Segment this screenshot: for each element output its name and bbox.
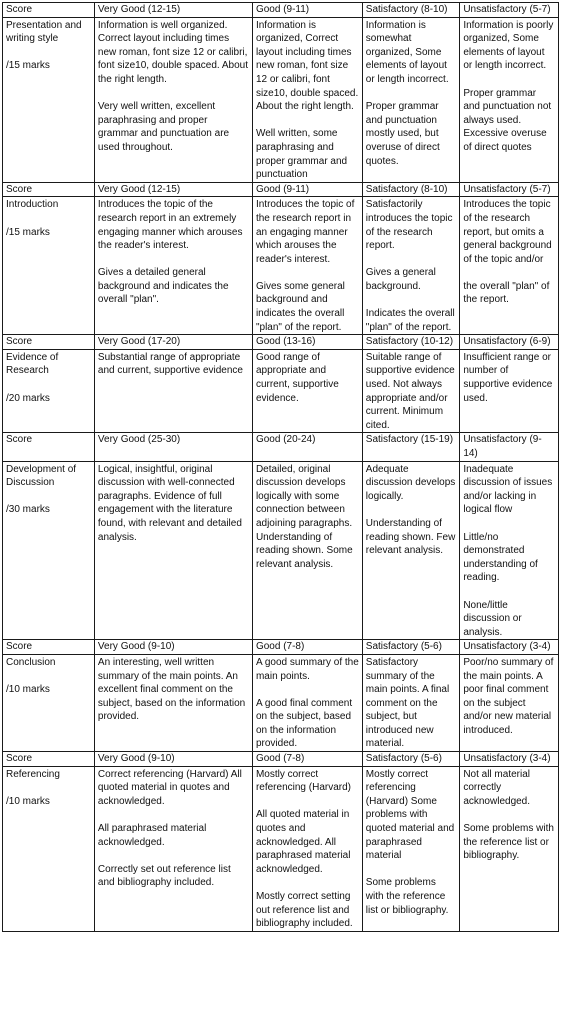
- grade-heading-satisfactory: Satisfactory (10-12): [362, 335, 460, 350]
- paragraph-gap: [463, 808, 555, 822]
- descriptor-paragraph: Good range of appropriate and current, supportive evidence.: [255, 351, 339, 404]
- score-header-row: [3, 752, 559, 767]
- grade-heading-very-good: Very Good (9-10): [94, 640, 252, 655]
- descriptor-paragraph: Insufficient range or number of supportive evidence used.: [463, 351, 553, 404]
- paragraph-gap: [256, 114, 359, 128]
- descriptor-paragraph: None/little discussion or analysis.: [463, 599, 522, 638]
- grade-heading-good: Good (9-11): [252, 3, 362, 18]
- criterion-spacer: [6, 46, 91, 60]
- descriptor-cell-good: [252, 197, 362, 335]
- descriptor-paragraph: Proper grammar and punctuation not always used. Excessive overuse of direct quotes: [463, 87, 552, 153]
- descriptor-paragraph: the overall "plan" of the report.: [463, 280, 550, 306]
- grade-heading-very-good: Very Good (9-10): [94, 752, 252, 767]
- paragraph-gap: [366, 87, 457, 101]
- descriptor-paragraph: Gives a general background.: [365, 267, 436, 292]
- descriptor-cell-good: [252, 17, 362, 182]
- descriptor-paragraph: All paraphrased material acknowledged.: [97, 823, 207, 848]
- score-label-cell: Score: [3, 182, 95, 197]
- paragraph-gap: [366, 253, 457, 267]
- score-label-cell: Score: [3, 640, 95, 655]
- criterion-spacer: [6, 378, 91, 392]
- paragraph-gap: [463, 517, 555, 531]
- criterion-name: Conclusion: [6, 656, 56, 668]
- descriptor-paragraph: Logical, insightful, original discussion with well-connected paragraphs. Evidence of full engagement with the literature found, with relevant and detailed analysis.: [97, 463, 242, 543]
- criterion-name: Introduction: [6, 199, 59, 211]
- criterion-marks: /30 marks: [6, 504, 50, 516]
- grade-heading-satisfactory: Satisfactory (5-6): [362, 640, 460, 655]
- descriptor-cell-unsatisfactory: [460, 197, 559, 335]
- criterion-spacer: [6, 781, 91, 795]
- descriptor-paragraph: Indicates the overall "plan" of the report.: [365, 308, 455, 333]
- descriptor-paragraph: Mostly correct setting out reference list and bibliography included.: [255, 891, 353, 930]
- grade-heading-unsatisfactory: Unsatisfactory (5-7): [460, 3, 559, 18]
- descriptor-cell-very-good: [94, 17, 252, 182]
- descriptor-cell-good: [252, 461, 362, 640]
- descriptor-cell-very-good: [94, 654, 252, 751]
- descriptor-paragraph: A good summary of the main points.: [255, 656, 359, 682]
- criterion-spacer: [6, 670, 91, 684]
- descriptor-cell-unsatisfactory: [460, 17, 559, 182]
- descriptor-cell-satisfactory: [362, 349, 460, 433]
- descriptor-paragraph: Information is poorly organized, Some elements of layout or length incorrect.: [463, 19, 554, 72]
- paragraph-gap: [366, 503, 457, 517]
- criterion-spacer: [6, 212, 91, 226]
- descriptor-paragraph: Very well written, excellent paraphrasing and proper grammar and punctuation are used throughout.: [97, 101, 230, 153]
- rubric-body: [3, 3, 559, 932]
- paragraph-gap: [463, 585, 555, 599]
- score-label-cell: Score: [3, 752, 95, 767]
- descriptor-paragraph: Correct referencing (Harvard) All quoted material in quotes and acknowledged.: [97, 768, 242, 807]
- descriptor-paragraph: A good final comment on the subject, based on the information provided.: [255, 697, 353, 750]
- grade-heading-good: Good (13-16): [252, 335, 362, 350]
- descriptor-paragraph: All quoted material in quotes and acknowledged. All paraphrased material acknowledged.: [255, 809, 351, 875]
- criterion-cell: [3, 461, 95, 640]
- grade-heading-good: Good (9-11): [252, 182, 362, 197]
- grade-heading-unsatisfactory: Unsatisfactory (9-14): [460, 433, 559, 461]
- descriptor-paragraph: Introduces the topic of the research report, but omits a general background of the topic and/or: [463, 199, 552, 265]
- criterion-name: Referencing: [6, 768, 60, 780]
- grade-heading-satisfactory: Satisfactory (5-6): [362, 752, 460, 767]
- descriptor-paragraph: Proper grammar and punctuation mostly used, but overuse of direct quotes.: [365, 101, 440, 167]
- score-label-cell: Score: [3, 3, 95, 18]
- paragraph-gap: [98, 87, 249, 101]
- criterion-row: [3, 461, 559, 640]
- descriptor-cell-satisfactory: [362, 654, 460, 751]
- descriptor-paragraph: Suitable range of supportive evidence used. Not always appropriate and/or current. Minimum cited.: [365, 351, 455, 431]
- criterion-row: [3, 654, 559, 751]
- grade-heading-good: Good (7-8): [252, 752, 362, 767]
- criterion-cell: [3, 766, 95, 931]
- descriptor-cell-unsatisfactory: [460, 766, 559, 931]
- grade-heading-satisfactory: Satisfactory (8-10): [362, 182, 460, 197]
- grade-heading-satisfactory: Satisfactory (8-10): [362, 3, 460, 18]
- descriptor-paragraph: Information is well organized. Correct layout including times new roman, font size 12 or calibri, font size10, double spaced. About the right length.: [97, 19, 249, 85]
- criterion-cell: [3, 654, 95, 751]
- descriptor-cell-very-good: [94, 461, 252, 640]
- score-header-row: [3, 3, 559, 18]
- criterion-row: [3, 17, 559, 182]
- criterion-name: Development of Discussion: [6, 463, 77, 489]
- descriptor-cell-satisfactory: [362, 197, 460, 335]
- score-label-cell: Score: [3, 335, 95, 350]
- grade-heading-good: Good (7-8): [252, 640, 362, 655]
- descriptor-cell-good: [252, 654, 362, 751]
- descriptor-paragraph: Satisfactory summary of the main points. A final comment on the subject, but introduced new material.: [365, 656, 450, 750]
- grade-heading-very-good: Very Good (12-15): [94, 3, 252, 18]
- descriptor-cell-very-good: [94, 766, 252, 931]
- grade-heading-satisfactory: Satisfactory (15-19): [362, 433, 460, 461]
- descriptor-paragraph: Gives a detailed general background and indicates the overall "plan".: [97, 267, 229, 306]
- descriptor-cell-satisfactory: [362, 461, 460, 640]
- descriptor-paragraph: An interesting, well written summary of the main points. An excellent final comment on the subject, based on the information provided.: [97, 656, 246, 723]
- descriptor-paragraph: Mostly correct referencing (Harvard): [255, 768, 351, 794]
- criterion-cell: [3, 349, 95, 433]
- criterion-marks: /10 marks: [6, 795, 50, 807]
- descriptor-paragraph: Substantial range of appropriate and current, supportive evidence: [97, 351, 243, 377]
- descriptor-cell-unsatisfactory: [460, 461, 559, 640]
- criterion-spacer: [6, 490, 91, 504]
- criterion-marks: /15 marks: [6, 60, 50, 72]
- score-header-row: [3, 335, 559, 350]
- score-header-row: [3, 182, 559, 197]
- descriptor-paragraph: Adequate discussion develops logically.: [365, 463, 456, 502]
- descriptor-paragraph: Correctly set out reference list and bibliography included.: [97, 863, 231, 889]
- descriptor-cell-good: [252, 766, 362, 931]
- descriptor-paragraph: Gives some general background and indicates the overall "plan" of the report.: [255, 280, 345, 333]
- descriptor-paragraph: Mostly correct referencing (Harvard) Some problems with quoted material and paraphrased material: [365, 768, 455, 862]
- grade-heading-good: Good (20-24): [252, 433, 362, 461]
- descriptor-paragraph: Information is organized, Correct layout including times new roman, font size 12 or calibri, font size10, double spaced. About the right length.: [255, 19, 359, 113]
- paragraph-gap: [256, 795, 359, 809]
- paragraph-gap: [463, 266, 555, 280]
- descriptor-cell-satisfactory: [362, 17, 460, 182]
- criterion-cell: [3, 197, 95, 335]
- criterion-marks: /10 marks: [6, 684, 50, 696]
- descriptor-paragraph: Detailed, original discussion develops logically with some connection between adjoining paragraphs. Understanding of reading shown. Some relevant analysis.: [255, 463, 353, 570]
- score-header-row: [3, 433, 559, 461]
- descriptor-paragraph: Information is somewhat organized, Some elements of layout or length incorrect.: [365, 19, 449, 85]
- grade-heading-very-good: Very Good (25-30): [94, 433, 252, 461]
- marking-rubric-table: [2, 2, 559, 932]
- criterion-row: [3, 197, 559, 335]
- paragraph-gap: [98, 808, 249, 822]
- paragraph-gap: [98, 849, 249, 863]
- paragraph-gap: [366, 293, 457, 307]
- paragraph-gap: [256, 683, 359, 697]
- grade-heading-very-good: Very Good (17-20): [94, 335, 252, 350]
- score-header-row: [3, 640, 559, 655]
- grade-heading-unsatisfactory: Unsatisfactory (6-9): [460, 335, 559, 350]
- descriptor-paragraph: Some problems with the reference list or bibliography.: [463, 823, 554, 862]
- grade-heading-very-good: Very Good (12-15): [94, 182, 252, 197]
- descriptor-cell-unsatisfactory: [460, 654, 559, 751]
- descriptor-paragraph: Some problems with the reference list or bibliography.: [365, 877, 449, 916]
- descriptor-paragraph: Understanding of reading shown. Few relevant analysis.: [365, 517, 456, 557]
- criterion-name: Presentation and writing style: [6, 19, 82, 45]
- descriptor-paragraph: Introduces the topic of the research report in an engaging manner which arouses the reader's interest.: [255, 199, 355, 265]
- descriptor-paragraph: Little/no demonstrated understanding of reading.: [463, 531, 538, 584]
- criterion-row: [3, 766, 559, 931]
- descriptor-paragraph: Not all material correctly acknowledged.: [463, 768, 531, 807]
- paragraph-gap: [98, 253, 249, 267]
- descriptor-cell-satisfactory: [362, 766, 460, 931]
- criterion-name: Evidence of Research: [6, 351, 59, 377]
- descriptor-paragraph: Well written, some paraphrasing and proper grammar and punctuation: [255, 128, 348, 181]
- criterion-cell: [3, 17, 95, 182]
- score-label-cell: Score: [3, 433, 95, 461]
- descriptor-cell-unsatisfactory: [460, 349, 559, 433]
- paragraph-gap: [463, 73, 555, 87]
- descriptor-cell-very-good: [94, 197, 252, 335]
- criterion-marks: /20 marks: [6, 392, 50, 404]
- descriptor-paragraph: Introduces the topic of the research report in an extremely engaging manner which arouses the reader's interest.: [97, 199, 243, 252]
- grade-heading-unsatisfactory: Unsatisfactory (5-7): [460, 182, 559, 197]
- descriptor-paragraph: Poor/no summary of the main points. A poor final comment on the subject and/or new material introduced.: [463, 656, 554, 736]
- descriptor-paragraph: Inadequate discussion of issues and/or lacking in logical flow: [463, 463, 553, 516]
- grade-heading-unsatisfactory: Unsatisfactory (3-4): [460, 752, 559, 767]
- descriptor-paragraph: Satisfactorily introduces the topic of the research report.: [365, 199, 453, 252]
- paragraph-gap: [256, 266, 359, 280]
- criterion-marks: /15 marks: [6, 226, 50, 238]
- paragraph-gap: [256, 876, 359, 890]
- descriptor-cell-good: [252, 349, 362, 433]
- paragraph-gap: [366, 863, 457, 877]
- grade-heading-unsatisfactory: Unsatisfactory (3-4): [460, 640, 559, 655]
- descriptor-cell-very-good: [94, 349, 252, 433]
- criterion-row: [3, 349, 559, 433]
